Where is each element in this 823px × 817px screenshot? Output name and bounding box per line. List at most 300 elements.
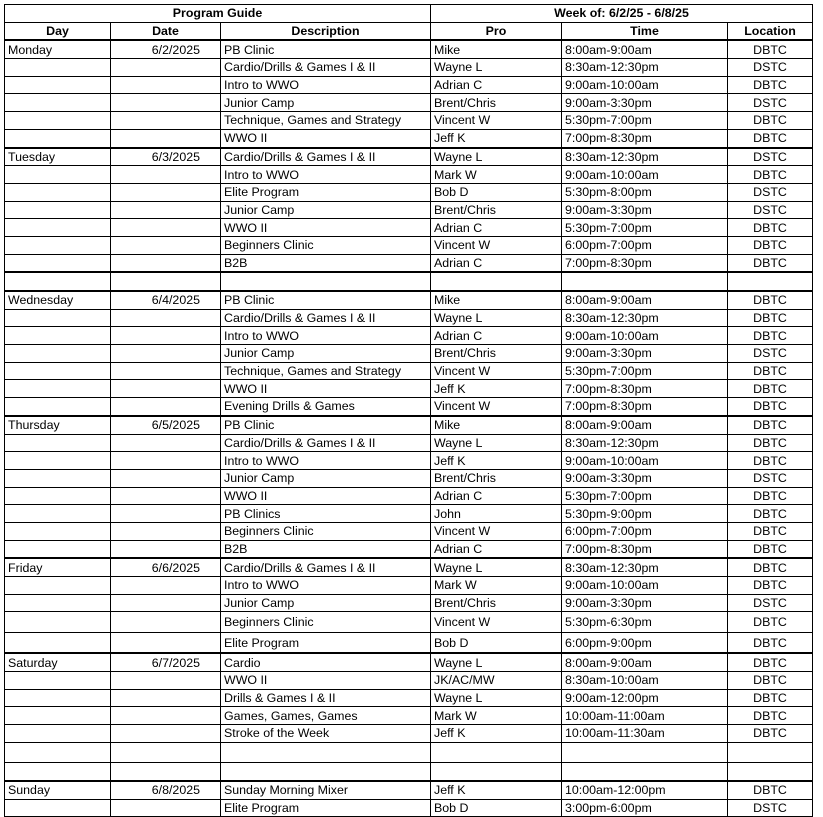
pro-cell: Bob D — [431, 183, 562, 201]
location-cell: DBTC — [728, 309, 813, 327]
description-cell: Drills & Games I & II — [221, 689, 431, 707]
description-cell: Junior Camp — [221, 469, 431, 487]
table-row — [5, 398, 813, 416]
time-cell: 8:30am-12:30pm — [562, 59, 728, 77]
date-cell — [111, 327, 221, 345]
time-cell: 9:00am-10:00am — [562, 327, 728, 345]
description-cell: PB Clinics — [221, 505, 431, 523]
location-cell: DBTC — [728, 398, 813, 416]
table-row — [5, 763, 813, 781]
location-cell: DBTC — [728, 725, 813, 743]
pro-cell — [431, 272, 562, 291]
pro-cell: Wayne L — [431, 148, 562, 166]
description-cell: WWO II — [221, 487, 431, 505]
pro-cell: Brent/Chris — [431, 201, 562, 219]
table-row — [5, 129, 813, 147]
date-cell: 6/4/2025 — [111, 291, 221, 309]
date-cell: 6/8/2025 — [111, 781, 221, 799]
location-cell: DBTC — [728, 452, 813, 470]
table-row — [5, 434, 813, 452]
table-row — [5, 522, 813, 540]
date-cell — [111, 236, 221, 254]
date-cell — [111, 434, 221, 452]
time-cell: 8:30am-10:00am — [562, 672, 728, 690]
location-cell: DSTC — [728, 469, 813, 487]
location-cell: DBTC — [728, 40, 813, 58]
date-cell — [111, 505, 221, 523]
day-cell — [5, 487, 111, 505]
pro-cell: Vincent W — [431, 612, 562, 633]
description-cell: WWO II — [221, 380, 431, 398]
location-cell: DBTC — [728, 707, 813, 725]
table-row — [5, 201, 813, 219]
location-cell: DBTC — [728, 487, 813, 505]
description-cell: Beginners Clinic — [221, 522, 431, 540]
description-cell: Intro to WWO — [221, 166, 431, 184]
day-cell: Sunday — [5, 781, 111, 799]
date-cell: 6/2/2025 — [111, 40, 221, 58]
table-row — [5, 672, 813, 690]
pro-cell: Wayne L — [431, 309, 562, 327]
time-cell: 10:00am-11:30am — [562, 725, 728, 743]
date-cell — [111, 398, 221, 416]
title-row — [5, 5, 813, 23]
location-cell: DBTC — [728, 781, 813, 799]
location-cell: DBTC — [728, 219, 813, 237]
description-cell: Intro to WWO — [221, 76, 431, 94]
table-row — [5, 254, 813, 272]
day-cell — [5, 522, 111, 540]
table-row — [5, 452, 813, 470]
pro-cell: Brent/Chris — [431, 594, 562, 612]
location-cell: DSTC — [728, 94, 813, 112]
table-row — [5, 577, 813, 595]
col-header-pro: Pro — [431, 22, 562, 40]
pro-cell: Wayne L — [431, 689, 562, 707]
date-cell — [111, 59, 221, 77]
day-cell — [5, 452, 111, 470]
table-row — [5, 166, 813, 184]
day-cell — [5, 689, 111, 707]
day-cell — [5, 327, 111, 345]
day-cell: Monday — [5, 40, 111, 58]
table-row — [5, 327, 813, 345]
pro-cell: Wayne L — [431, 558, 562, 576]
date-cell — [111, 707, 221, 725]
location-cell: DBTC — [728, 254, 813, 272]
description-cell: Junior Camp — [221, 201, 431, 219]
time-cell: 6:00pm-9:00pm — [562, 632, 728, 653]
description-cell: PB Clinic — [221, 40, 431, 58]
pro-cell: John — [431, 505, 562, 523]
table-row — [5, 689, 813, 707]
pro-cell: Adrian C — [431, 327, 562, 345]
time-cell: 8:30am-12:30pm — [562, 148, 728, 166]
date-cell — [111, 540, 221, 558]
day-cell — [5, 76, 111, 94]
time-cell: 7:00pm-8:30pm — [562, 540, 728, 558]
date-cell — [111, 219, 221, 237]
date-cell — [111, 345, 221, 363]
description-cell: Intro to WWO — [221, 452, 431, 470]
location-cell: DBTC — [728, 434, 813, 452]
pro-cell: Mark W — [431, 577, 562, 595]
day-cell — [5, 612, 111, 633]
date-cell — [111, 76, 221, 94]
table-row — [5, 725, 813, 743]
description-cell: Sunday Morning Mixer — [221, 781, 431, 799]
time-cell: 7:00pm-8:30pm — [562, 398, 728, 416]
time-cell — [562, 272, 728, 291]
date-cell — [111, 362, 221, 380]
description-cell: Junior Camp — [221, 94, 431, 112]
pro-cell: Bob D — [431, 799, 562, 817]
col-header-day: Day — [5, 22, 111, 40]
date-cell — [111, 452, 221, 470]
location-cell: DBTC — [728, 380, 813, 398]
table-row — [5, 362, 813, 380]
table-row — [5, 632, 813, 653]
pro-cell: Mike — [431, 291, 562, 309]
location-cell: DBTC — [728, 522, 813, 540]
time-cell: 9:00am-10:00am — [562, 577, 728, 595]
date-cell — [111, 594, 221, 612]
description-cell: Intro to WWO — [221, 577, 431, 595]
pro-cell: Adrian C — [431, 540, 562, 558]
time-cell: 9:00am-10:00am — [562, 452, 728, 470]
description-cell: Stroke of the Week — [221, 725, 431, 743]
table-row — [5, 291, 813, 309]
description-cell: Beginners Clinic — [221, 612, 431, 633]
pro-cell: Mark W — [431, 166, 562, 184]
date-cell — [111, 672, 221, 690]
location-cell: DBTC — [728, 236, 813, 254]
time-cell: 10:00am-12:00pm — [562, 781, 728, 799]
table-row — [5, 219, 813, 237]
date-cell: 6/3/2025 — [111, 148, 221, 166]
day-cell — [5, 380, 111, 398]
time-cell: 5:30pm-6:30pm — [562, 612, 728, 633]
pro-cell: Adrian C — [431, 219, 562, 237]
pro-cell: Brent/Chris — [431, 469, 562, 487]
time-cell: 5:30pm-7:00pm — [562, 487, 728, 505]
date-cell — [111, 201, 221, 219]
day-cell — [5, 577, 111, 595]
table-row — [5, 309, 813, 327]
guide-title: Program Guide — [5, 5, 431, 23]
description-cell: Games, Games, Games — [221, 707, 431, 725]
day-cell — [5, 434, 111, 452]
description-cell: Cardio/Drills & Games I & II — [221, 59, 431, 77]
description-cell: PB Clinic — [221, 291, 431, 309]
description-cell: Cardio/Drills & Games I & II — [221, 558, 431, 576]
day-cell — [5, 594, 111, 612]
pro-cell: Mike — [431, 40, 562, 58]
date-cell — [111, 309, 221, 327]
date-cell — [111, 799, 221, 817]
time-cell: 8:30am-12:30pm — [562, 309, 728, 327]
day-cell — [5, 183, 111, 201]
location-cell: DBTC — [728, 291, 813, 309]
table-row — [5, 76, 813, 94]
location-cell: DBTC — [728, 632, 813, 653]
col-header-time: Time — [562, 22, 728, 40]
description-cell: Technique, Games and Strategy — [221, 112, 431, 130]
date-cell — [111, 632, 221, 653]
pro-cell: Vincent W — [431, 112, 562, 130]
table-row — [5, 505, 813, 523]
description-cell — [221, 763, 431, 781]
date-cell — [111, 380, 221, 398]
time-cell: 6:00pm-7:00pm — [562, 522, 728, 540]
date-cell: 6/5/2025 — [111, 416, 221, 434]
description-cell: WWO II — [221, 129, 431, 147]
day-cell — [5, 112, 111, 130]
location-cell: DBTC — [728, 327, 813, 345]
day-cell — [5, 707, 111, 725]
time-cell: 7:00pm-8:30pm — [562, 254, 728, 272]
description-cell: Junior Camp — [221, 345, 431, 363]
table-row — [5, 653, 813, 671]
table-row — [5, 59, 813, 77]
table-row — [5, 272, 813, 291]
day-cell — [5, 236, 111, 254]
day-cell — [5, 309, 111, 327]
col-header-description: Description — [221, 22, 431, 40]
location-cell: DBTC — [728, 612, 813, 633]
table-row — [5, 148, 813, 166]
table-row — [5, 612, 813, 633]
date-cell — [111, 166, 221, 184]
date-cell — [111, 689, 221, 707]
description-cell: Evening Drills & Games — [221, 398, 431, 416]
time-cell: 8:00am-9:00am — [562, 416, 728, 434]
pro-cell: Brent/Chris — [431, 94, 562, 112]
time-cell: 5:30pm-7:00pm — [562, 362, 728, 380]
location-cell: DBTC — [728, 76, 813, 94]
location-cell — [728, 763, 813, 781]
time-cell: 7:00pm-8:30pm — [562, 129, 728, 147]
day-cell — [5, 742, 111, 763]
day-cell — [5, 345, 111, 363]
table-row — [5, 469, 813, 487]
date-cell — [111, 522, 221, 540]
description-cell: Elite Program — [221, 799, 431, 817]
header-row — [5, 22, 813, 40]
date-cell — [111, 183, 221, 201]
pro-cell: Jeff K — [431, 129, 562, 147]
description-cell: Elite Program — [221, 632, 431, 653]
date-cell — [111, 129, 221, 147]
table-row — [5, 183, 813, 201]
time-cell: 5:30pm-8:00pm — [562, 183, 728, 201]
day-cell — [5, 219, 111, 237]
description-cell: B2B — [221, 254, 431, 272]
description-cell — [221, 272, 431, 291]
pro-cell: Vincent W — [431, 362, 562, 380]
location-cell — [728, 742, 813, 763]
time-cell: 5:30pm-9:00pm — [562, 505, 728, 523]
pro-cell: Vincent W — [431, 522, 562, 540]
time-cell — [562, 763, 728, 781]
day-cell — [5, 632, 111, 653]
day-cell: Saturday — [5, 653, 111, 671]
location-cell: DBTC — [728, 653, 813, 671]
date-cell — [111, 763, 221, 781]
description-cell: Cardio/Drills & Games I & II — [221, 434, 431, 452]
table-row — [5, 94, 813, 112]
date-cell: 6/6/2025 — [111, 558, 221, 576]
table-row — [5, 236, 813, 254]
day-cell — [5, 254, 111, 272]
day-cell: Wednesday — [5, 291, 111, 309]
date-cell — [111, 112, 221, 130]
location-cell: DBTC — [728, 112, 813, 130]
description-cell: Intro to WWO — [221, 327, 431, 345]
description-cell: B2B — [221, 540, 431, 558]
date-cell — [111, 254, 221, 272]
day-cell — [5, 272, 111, 291]
pro-cell: Wayne L — [431, 653, 562, 671]
table-row — [5, 742, 813, 763]
pro-cell: Bob D — [431, 632, 562, 653]
location-cell: DBTC — [728, 689, 813, 707]
table-row — [5, 40, 813, 58]
day-cell — [5, 505, 111, 523]
description-cell: Cardio — [221, 653, 431, 671]
table-row — [5, 594, 813, 612]
day-cell: Thursday — [5, 416, 111, 434]
day-cell — [5, 201, 111, 219]
table-row — [5, 487, 813, 505]
date-cell — [111, 742, 221, 763]
pro-cell: Jeff K — [431, 725, 562, 743]
table-row — [5, 380, 813, 398]
day-cell — [5, 362, 111, 380]
day-cell — [5, 672, 111, 690]
pro-cell: Jeff K — [431, 781, 562, 799]
time-cell: 8:00am-9:00am — [562, 653, 728, 671]
pro-cell: Mark W — [431, 707, 562, 725]
time-cell: 7:00pm-8:30pm — [562, 380, 728, 398]
location-cell: DSTC — [728, 799, 813, 817]
date-cell — [111, 487, 221, 505]
day-cell — [5, 799, 111, 817]
day-cell — [5, 166, 111, 184]
time-cell: 10:00am-11:00am — [562, 707, 728, 725]
location-cell: DSTC — [728, 594, 813, 612]
location-cell — [728, 272, 813, 291]
table-row — [5, 345, 813, 363]
pro-cell: Jeff K — [431, 380, 562, 398]
time-cell: 9:00am-3:30pm — [562, 594, 728, 612]
time-cell: 3:00pm-6:00pm — [562, 799, 728, 817]
table-row — [5, 416, 813, 434]
location-cell: DSTC — [728, 201, 813, 219]
pro-cell: JK/AC/MW — [431, 672, 562, 690]
location-cell: DSTC — [728, 345, 813, 363]
description-cell: Beginners Clinic — [221, 236, 431, 254]
description-cell: PB Clinic — [221, 416, 431, 434]
pro-cell: Wayne L — [431, 59, 562, 77]
day-cell — [5, 59, 111, 77]
date-cell — [111, 94, 221, 112]
date-cell — [111, 725, 221, 743]
time-cell: 5:30pm-7:00pm — [562, 112, 728, 130]
date-cell — [111, 272, 221, 291]
table-row — [5, 707, 813, 725]
col-header-date: Date — [111, 22, 221, 40]
description-cell: Elite Program — [221, 183, 431, 201]
time-cell: 8:30am-12:30pm — [562, 558, 728, 576]
time-cell: 9:00am-3:30pm — [562, 345, 728, 363]
time-cell: 6:00pm-7:00pm — [562, 236, 728, 254]
time-cell: 8:00am-9:00am — [562, 40, 728, 58]
day-cell: Tuesday — [5, 148, 111, 166]
pro-cell: Vincent W — [431, 398, 562, 416]
time-cell — [562, 742, 728, 763]
location-cell: DBTC — [728, 672, 813, 690]
day-cell — [5, 469, 111, 487]
pro-cell: Wayne L — [431, 434, 562, 452]
description-cell: Technique, Games and Strategy — [221, 362, 431, 380]
description-cell: WWO II — [221, 672, 431, 690]
day-cell: Friday — [5, 558, 111, 576]
location-cell: DSTC — [728, 148, 813, 166]
time-cell: 8:30am-12:30pm — [562, 434, 728, 452]
table-row — [5, 781, 813, 799]
time-cell: 9:00am-10:00am — [562, 166, 728, 184]
table-row — [5, 799, 813, 817]
day-cell — [5, 94, 111, 112]
day-cell — [5, 540, 111, 558]
pro-cell: Vincent W — [431, 236, 562, 254]
day-cell — [5, 763, 111, 781]
date-cell — [111, 469, 221, 487]
location-cell: DBTC — [728, 558, 813, 576]
pro-cell: Jeff K — [431, 452, 562, 470]
pro-cell — [431, 763, 562, 781]
pro-cell: Brent/Chris — [431, 345, 562, 363]
description-cell: Cardio/Drills & Games I & II — [221, 148, 431, 166]
time-cell: 9:00am-3:30pm — [562, 469, 728, 487]
description-cell — [221, 742, 431, 763]
description-cell: Cardio/Drills & Games I & II — [221, 309, 431, 327]
program-guide-table — [4, 4, 813, 817]
date-cell: 6/7/2025 — [111, 653, 221, 671]
location-cell: DBTC — [728, 129, 813, 147]
table-row — [5, 112, 813, 130]
time-cell: 9:00am-12:00pm — [562, 689, 728, 707]
day-cell — [5, 398, 111, 416]
location-cell: DBTC — [728, 166, 813, 184]
time-cell: 5:30pm-7:00pm — [562, 219, 728, 237]
pro-cell — [431, 742, 562, 763]
time-cell: 9:00am-3:30pm — [562, 94, 728, 112]
location-cell: DSTC — [728, 183, 813, 201]
location-cell: DBTC — [728, 505, 813, 523]
time-cell: 9:00am-10:00am — [562, 76, 728, 94]
date-cell — [111, 612, 221, 633]
week-range: Week of: 6/2/25 - 6/8/25 — [431, 5, 813, 23]
location-cell: DBTC — [728, 416, 813, 434]
table-row — [5, 540, 813, 558]
time-cell: 9:00am-3:30pm — [562, 201, 728, 219]
location-cell: DBTC — [728, 577, 813, 595]
pro-cell: Adrian C — [431, 76, 562, 94]
day-cell — [5, 129, 111, 147]
location-cell: DSTC — [728, 59, 813, 77]
